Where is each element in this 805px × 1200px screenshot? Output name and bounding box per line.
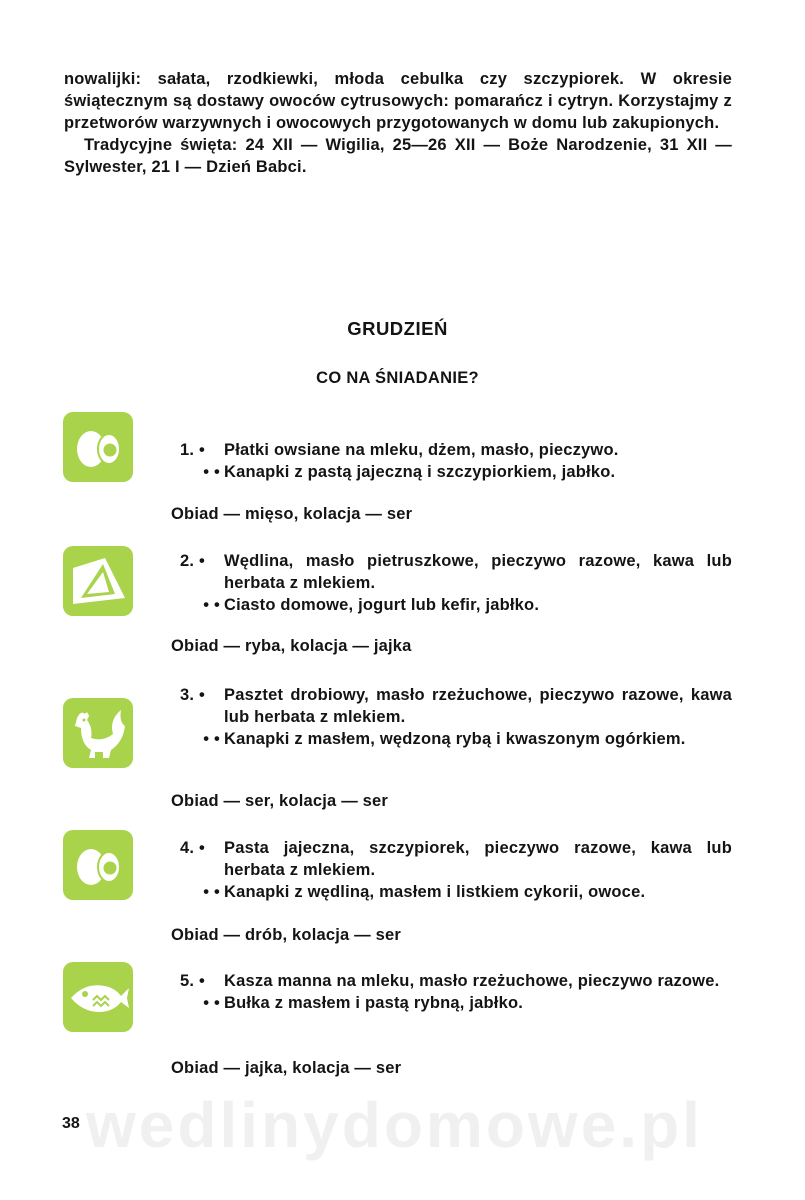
menu-5-number: 5. •: [180, 972, 205, 990]
page-number: 38: [62, 1115, 80, 1132]
intro-text: [64, 68, 732, 178]
menu-2-first: 2. • Wędlina, masło pietruszkowe, pieczywo razowe, kawa lub herbata z mlekiem.: [180, 552, 732, 592]
menu-5-second: • • Bułka z masłem i pastą rybną, jabłko.: [203, 994, 524, 1012]
menu-2-dinner: Obiad — ryba, kolacja — jajka: [171, 637, 412, 655]
menu-3-dinner: Obiad — ser, kolacja — ser: [171, 792, 389, 810]
intro-paragraph: nowalijki: sałata, rzodkiewki, młoda cebulka czy szczypiorek. W okresie świątecznym są dostawy owoców cytrusowych: pomarańcz i cytryn. Korzystajmy z przetworów warzywnych i owocowych przygotowanych w domu lub zakupionych.: [64, 70, 732, 132]
menu-item-4: [180, 837, 732, 903]
section-title: CO NA ŚNIADANIE?: [316, 369, 479, 387]
menu-3-first: 3. • Pasztet drobiowy, masło rzeżuchowe, pieczywo razowe, kawa lub herbata z mlekiem.: [180, 686, 732, 726]
menu-2-number: 2. •: [180, 552, 205, 570]
menu-item-2: [180, 550, 732, 616]
menu-1-first: 1. • Płatki owsiane na mleku, dżem, masło, pieczywo.: [180, 441, 619, 459]
cheese-icon: [63, 546, 133, 616]
menu-item-5: [180, 970, 732, 1014]
menu-1-dinner: Obiad — mięso, kolacja — ser: [171, 505, 413, 523]
menu-2-second: • • Ciasto domowe, jogurt lub kefir, jabłko.: [203, 596, 540, 614]
eggs-icon: [63, 830, 133, 900]
menu-1-number: 1. •: [180, 441, 205, 459]
menu-3-second: • • Kanapki z masłem, wędzoną rybą i kwaszonym ogórkiem.: [203, 730, 686, 748]
menu-4-dinner: Obiad — drób, kolacja — ser: [171, 926, 402, 944]
menu-item-3: [180, 684, 732, 750]
month-title: GRUDZIEŃ: [347, 318, 448, 339]
holidays-paragraph: [64, 134, 732, 178]
menu-4-second: • • Kanapki z wędliną, masłem i listkiem cykorii, owoce.: [203, 883, 646, 901]
eggs-icon: [63, 412, 133, 482]
holidays-text: 24 XII — Wigilia, 25—26 XII — Boże Narodzenie, 31 XII — Sylwester, 21 I — Dzień Babci.: [64, 136, 732, 176]
menu-4-first: 4. • Pasta jajeczna, szczypiorek, pieczywo razowe, kawa lub herbata z mlekiem.: [180, 839, 732, 879]
menu-5-first: 5. • Kasza manna na mleku, masło rzeżuchowe, pieczywo razowe.: [180, 972, 720, 990]
watermark: wedlinydomowe.pl: [86, 1089, 703, 1161]
rooster-icon: [63, 698, 133, 768]
menu-5-dinner: Obiad — jajka, kolacja — ser: [171, 1059, 402, 1077]
fish-icon: [63, 962, 133, 1032]
menu-1-second: • • Kanapki z pastą jajeczną i szczypiorkiem, jabłko.: [203, 463, 616, 481]
menu-3-number: 3. •: [180, 686, 205, 704]
holidays-label: Tradycyjne święta:: [84, 136, 238, 154]
menu-4-number: 4. •: [180, 839, 205, 857]
menu-item-1: [180, 439, 732, 483]
